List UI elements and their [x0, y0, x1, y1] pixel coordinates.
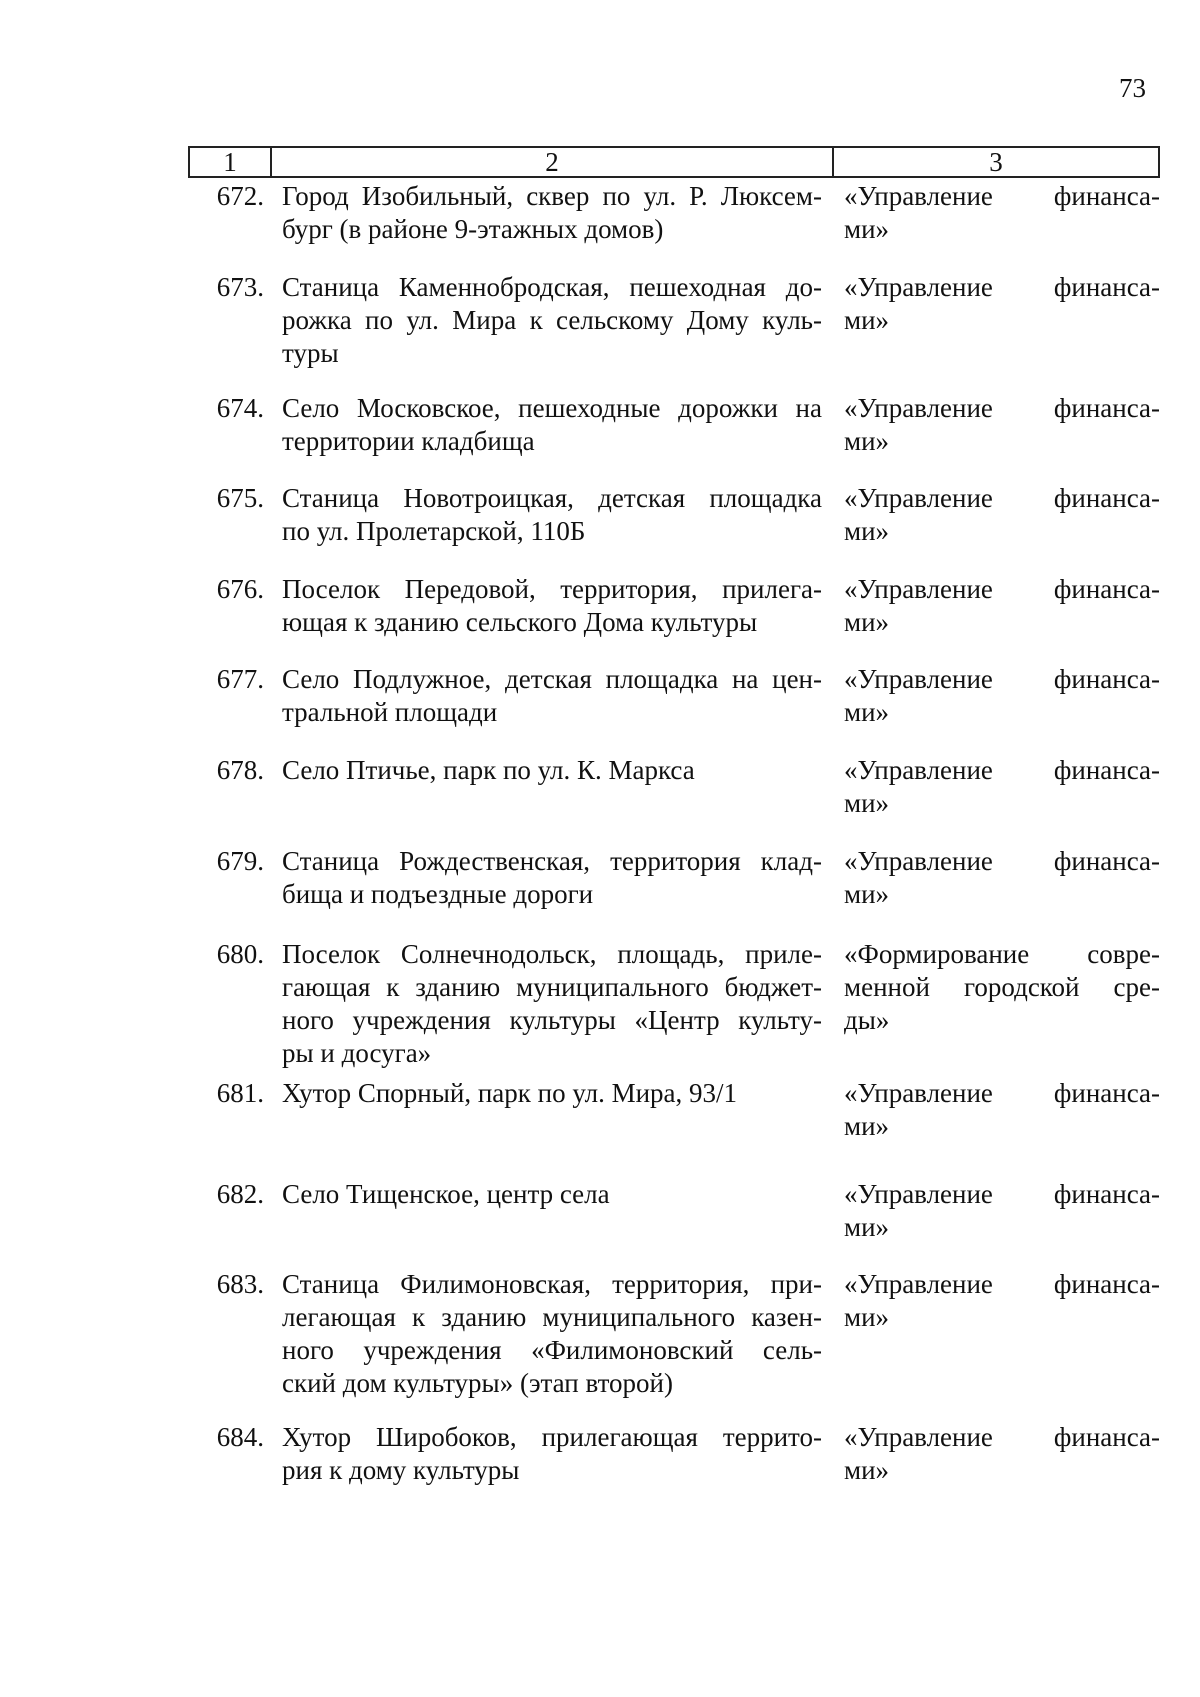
program-word: финанса-	[1053, 846, 1160, 876]
description-line: Село Птичье, парк по ул. К. Маркса	[282, 755, 695, 785]
row-description	[270, 271, 832, 392]
table-row	[188, 180, 1160, 271]
table-row	[188, 271, 1160, 392]
row-description	[270, 938, 832, 1077]
description-line: Село Московское, пешеходные дорожки на	[282, 393, 822, 423]
program-line: ми»	[844, 607, 890, 637]
row-number: 679.	[216, 846, 264, 876]
program-line: ми»	[844, 305, 890, 335]
row-number: 681.	[216, 1078, 264, 1108]
program-line	[844, 754, 1160, 787]
row-description	[270, 845, 832, 938]
program-word: «Управление	[844, 483, 993, 513]
row-description	[270, 1077, 832, 1178]
table-body	[188, 180, 1160, 1491]
description-line: ский дом культуры» (этап второй)	[282, 1368, 673, 1398]
description-line: ного учреждения культуры «Центр культу-	[282, 1005, 822, 1035]
program-word: финанса-	[1053, 574, 1160, 604]
program-line	[844, 392, 1160, 425]
program-word: финанса-	[1053, 181, 1160, 211]
table-row	[188, 754, 1160, 845]
row-number: 683.	[216, 1269, 264, 1299]
program-word: финанса-	[1053, 272, 1160, 302]
description-line: Станица Рождественская, территория клад-	[282, 846, 822, 876]
program-line: ми»	[844, 1455, 890, 1485]
row-program	[832, 392, 1160, 482]
description-line: Станица Каменнобродская, пешеходная до-	[282, 272, 822, 302]
row-description	[270, 1178, 832, 1268]
description-line: Хутор Широбоков, прилегающая террито-	[282, 1422, 822, 1452]
row-number: 674.	[216, 393, 264, 423]
program-word: финанса-	[1053, 393, 1160, 423]
description-line: рия к дому культуры	[282, 1455, 520, 1485]
row-description	[270, 1268, 832, 1421]
table-row	[188, 573, 1160, 663]
description-line: по ул. Пролетарской, 110Б	[282, 516, 586, 546]
program-line: ды»	[844, 1005, 890, 1035]
program-word: финанса-	[1053, 1179, 1160, 1209]
row-description	[270, 754, 832, 845]
header-col-3: 3	[989, 147, 1003, 177]
row-number: 672.	[216, 181, 264, 211]
program-line: ми»	[844, 214, 890, 244]
description-line: тральной площади	[282, 697, 498, 727]
page-number: 73	[1119, 73, 1146, 103]
program-line: ми»	[844, 697, 890, 727]
program-word: «Управление	[844, 574, 993, 604]
row-description	[270, 663, 832, 754]
table-row	[188, 1178, 1160, 1268]
row-program	[832, 271, 1160, 392]
program-word: финанса-	[1053, 1422, 1160, 1452]
description-line: бург (в районе 9-этажных домов)	[282, 214, 664, 244]
row-program	[832, 663, 1160, 754]
description-line: туры	[282, 338, 339, 368]
description-line: Город Изобильный, сквер по ул. Р. Люксем-	[282, 181, 822, 211]
program-word: «Управление	[844, 1078, 993, 1108]
table-row	[188, 938, 1160, 1077]
row-number: 678.	[216, 755, 264, 785]
description-line: ющая к зданию сельского Дома культуры	[282, 607, 758, 637]
table-row	[188, 482, 1160, 573]
program-word: финанса-	[1053, 1078, 1160, 1108]
row-description	[270, 180, 832, 271]
program-line	[844, 1077, 1160, 1110]
row-program	[832, 1268, 1160, 1421]
row-program	[832, 573, 1160, 663]
description-line: гающая к зданию муниципального бюджет-	[282, 972, 822, 1002]
row-program	[832, 1077, 1160, 1178]
description-line: Поселок Солнечнодольск, площадь, приле-	[282, 939, 822, 969]
program-line: ми»	[844, 516, 890, 546]
program-line	[844, 271, 1160, 304]
program-word: финанса-	[1053, 755, 1160, 785]
row-number: 680.	[216, 939, 264, 969]
program-word: «Управление	[844, 1422, 993, 1452]
program-word: «Управление	[844, 664, 993, 694]
row-program	[832, 938, 1160, 1077]
program-word: финанса-	[1053, 1269, 1160, 1299]
program-line	[844, 180, 1160, 213]
table-row	[188, 1268, 1160, 1421]
description-line: легающая к зданию муниципального казен-	[282, 1302, 822, 1332]
row-number: 677.	[216, 664, 264, 694]
table-row	[188, 392, 1160, 482]
row-program	[832, 1178, 1160, 1268]
program-line: менной городской сре-	[844, 972, 1160, 1002]
description-line: рожка по ул. Мира к сельскому Дому куль-	[282, 305, 822, 335]
row-program	[832, 754, 1160, 845]
row-number: 682.	[216, 1179, 264, 1209]
row-number: 673.	[216, 272, 264, 302]
table-row	[188, 663, 1160, 754]
program-word: «Управление	[844, 181, 993, 211]
program-line	[844, 573, 1160, 606]
program-line	[844, 663, 1160, 696]
description-line: ного учреждения «Филимоновский сель-	[282, 1335, 822, 1365]
program-word: «Управление	[844, 1269, 993, 1299]
program-line: ми»	[844, 788, 890, 818]
program-line: ми»	[844, 1302, 890, 1332]
program-word: «Управление	[844, 393, 993, 423]
program-line: ми»	[844, 1111, 890, 1141]
program-line	[844, 1421, 1160, 1454]
header-col-1: 1	[190, 148, 272, 176]
description-line: ры и досуга»	[282, 1038, 432, 1068]
description-line: Станица Новотроицкая, детская площадка	[282, 483, 822, 513]
program-word: финанса-	[1053, 664, 1160, 694]
table-row	[188, 845, 1160, 938]
row-program	[832, 1421, 1160, 1491]
row-program	[832, 180, 1160, 271]
program-word: «Управление	[844, 846, 993, 876]
description-line: бища и подъездные дороги	[282, 879, 594, 909]
table-row	[188, 1421, 1160, 1491]
row-number: 675.	[216, 483, 264, 513]
description-line: Станица Филимоновская, территория, при-	[282, 1269, 822, 1299]
header-col-2: 2	[272, 148, 834, 176]
program-line: ми»	[844, 426, 890, 456]
program-word: «Управление	[844, 1179, 993, 1209]
table-header	[188, 146, 1160, 178]
row-description	[270, 1421, 832, 1491]
row-number: 676.	[216, 574, 264, 604]
description-line: территории кладбища	[282, 426, 535, 456]
program-word: «Управление	[844, 755, 993, 785]
program-line	[844, 482, 1160, 515]
row-program	[832, 845, 1160, 938]
row-description	[270, 573, 832, 663]
program-line	[844, 1178, 1160, 1211]
row-number: 684.	[216, 1422, 264, 1452]
table-row	[188, 1077, 1160, 1178]
row-program	[832, 482, 1160, 573]
program-line	[844, 845, 1160, 878]
description-line: Поселок Передовой, территория, прилега-	[282, 574, 822, 604]
description-line: Хутор Спорный, парк по ул. Мира, 93/1	[282, 1078, 738, 1108]
program-line	[844, 1268, 1160, 1301]
program-line: ми»	[844, 1212, 890, 1242]
program-line: «Формирование совре-	[844, 939, 1160, 969]
program-word: финанса-	[1053, 483, 1160, 513]
row-description	[270, 392, 832, 482]
description-line: Село Тищенское, центр села	[282, 1179, 610, 1209]
program-word: «Управление	[844, 272, 993, 302]
program-line: ми»	[844, 879, 890, 909]
description-line: Село Подлужное, детская площадка на цен-	[282, 664, 822, 694]
row-description	[270, 482, 832, 573]
